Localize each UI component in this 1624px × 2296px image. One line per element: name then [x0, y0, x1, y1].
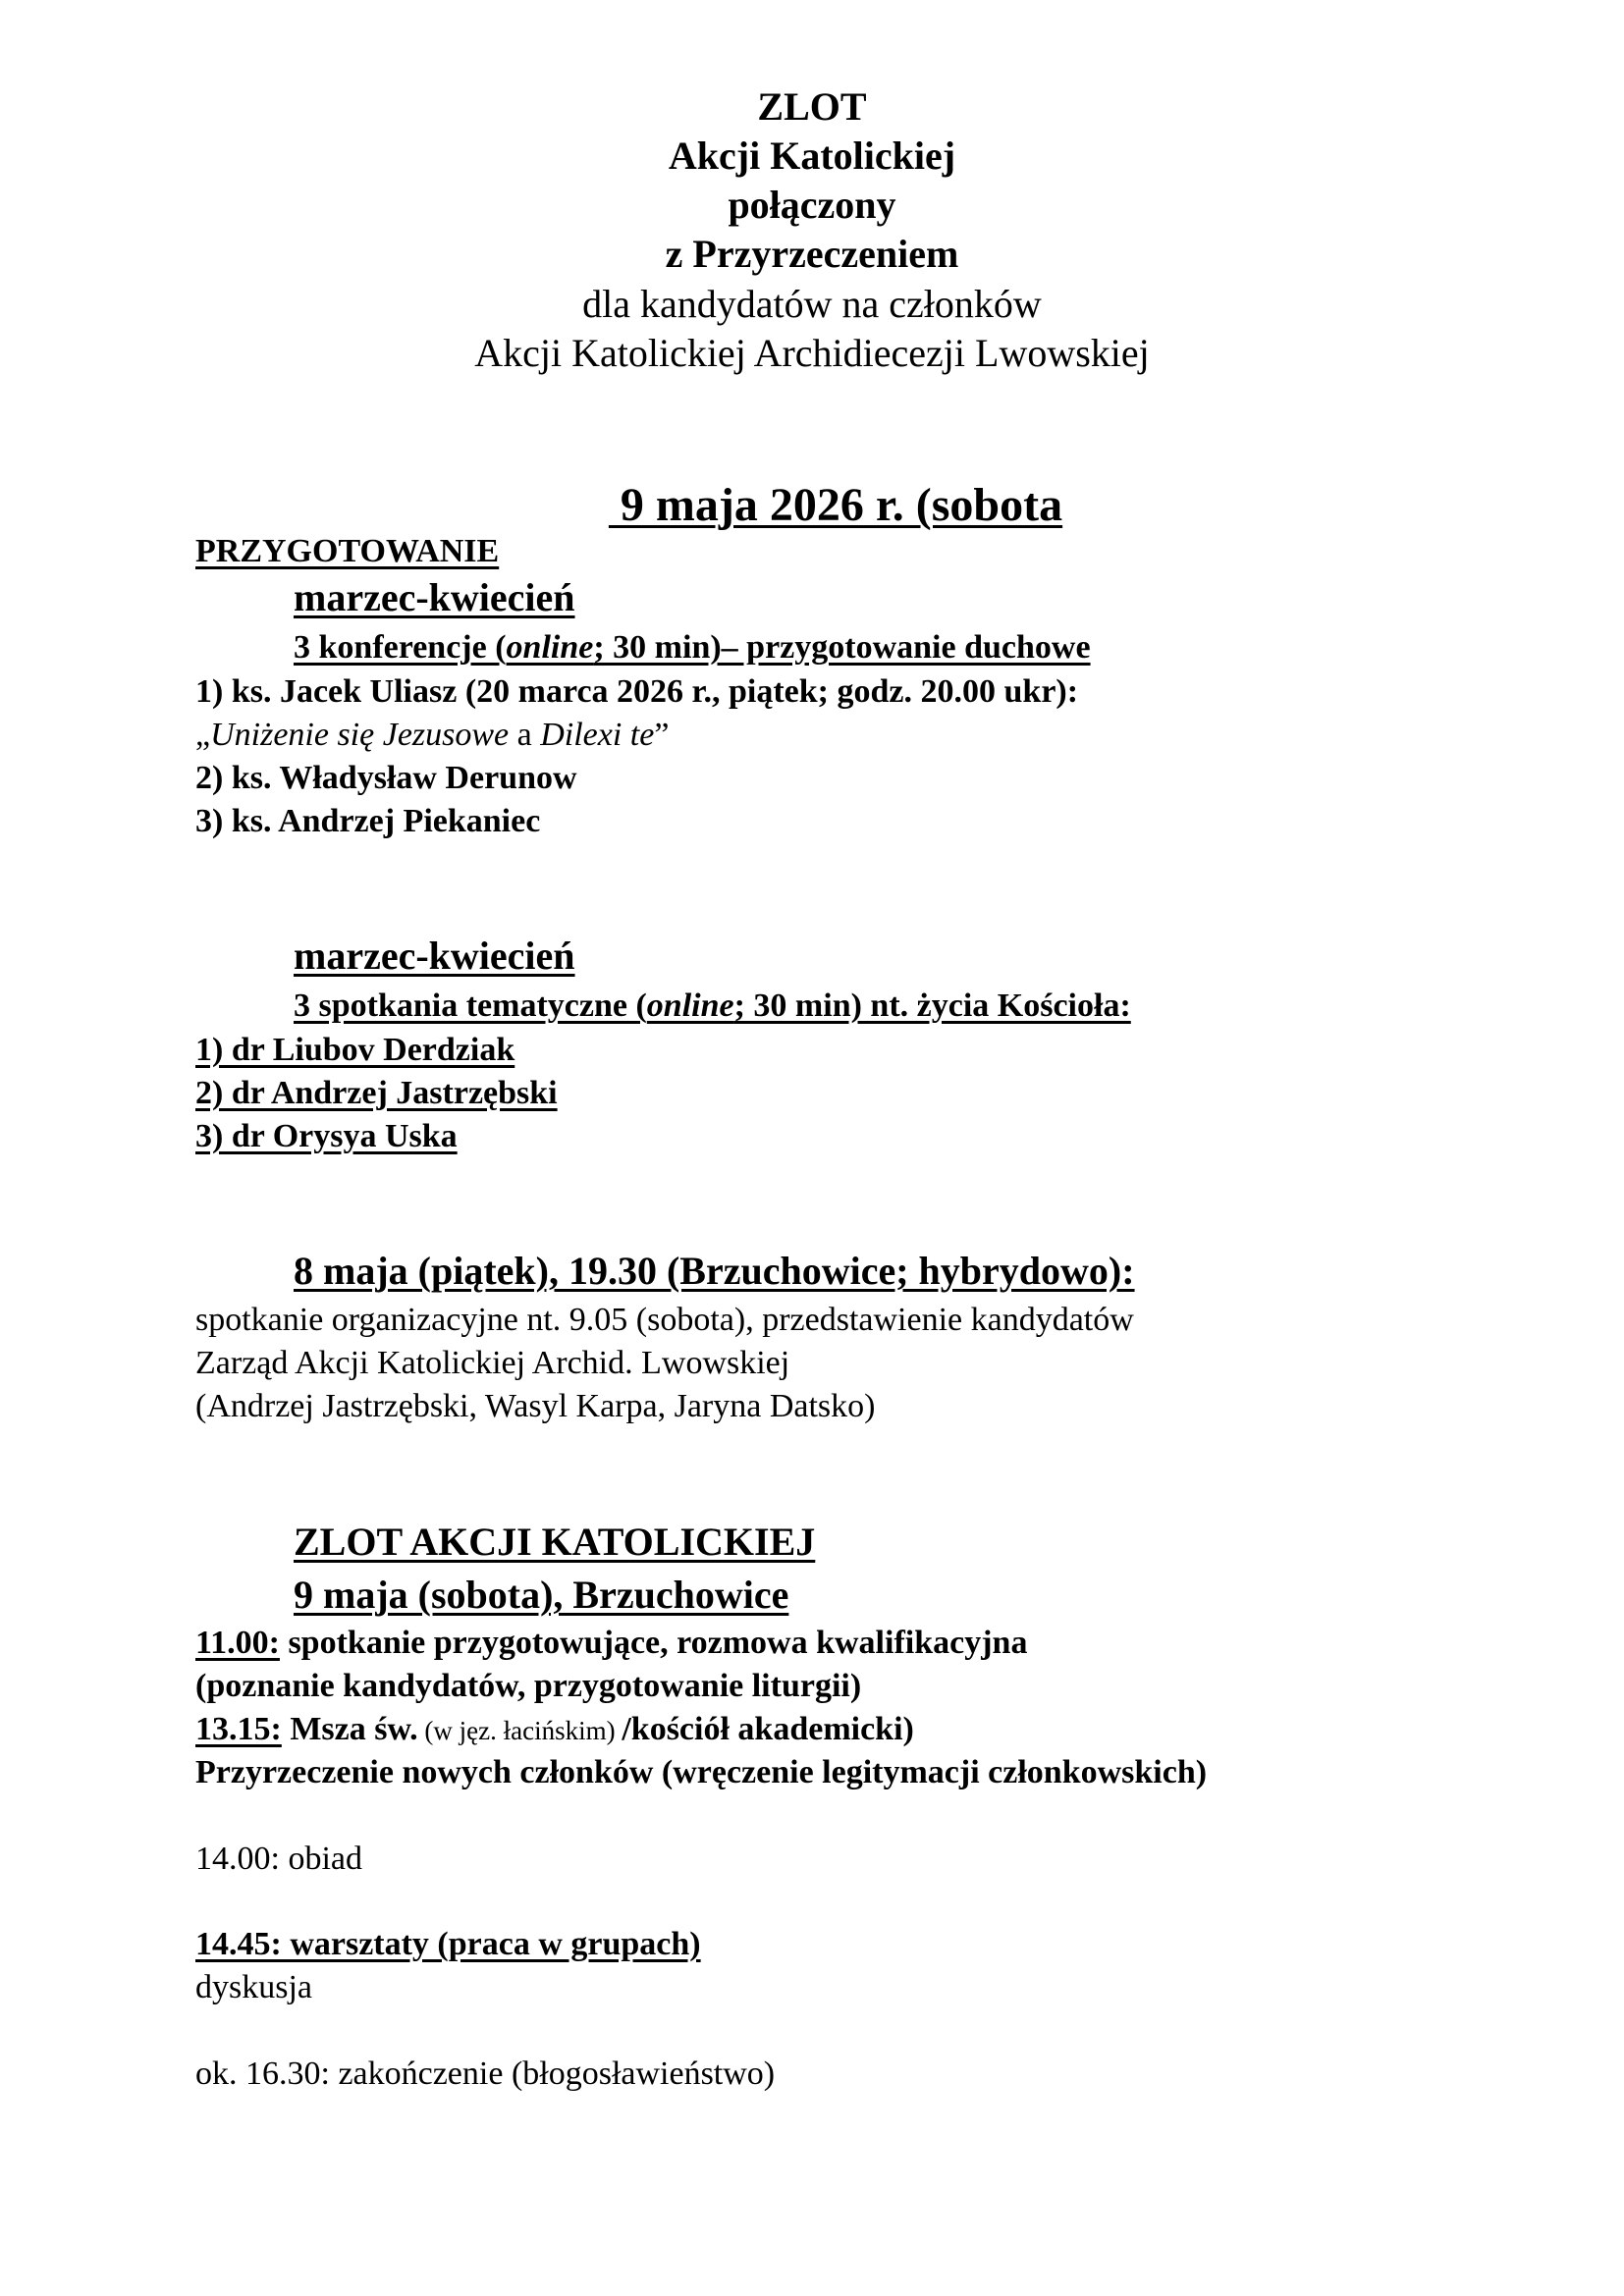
block1-item-1: 1) ks. Jacek Uliasz (20 marca 2026 r., piątek; godz. 20.00 ukr):	[195, 673, 1079, 710]
rally-subheading: 9 maja (sobota), Brzuchowice	[294, 1573, 789, 1617]
header-line-6: Akcji Katolickiej Archidiecezji Lwowskiej	[474, 331, 1150, 375]
block3-line-1: spotkanie organizacyjne nt. 9.05 (sobota), przedstawienie kandydatów	[195, 1302, 1134, 1338]
topic-and: a	[509, 717, 541, 753]
doc-title: ZLOT	[757, 84, 867, 129]
schedule-item-2	[195, 1710, 914, 1750]
block1-subtitle	[294, 628, 1091, 667]
block2-subtitle-a: 3 spotkania tematyczne (	[294, 988, 647, 1024]
block1-item-3: 3) ks. Andrzej Piekaniec	[195, 803, 541, 839]
header-line-3: połączony	[728, 183, 896, 227]
time-1315: 13.15:	[195, 1711, 282, 1747]
topic-title-1: Uniżenie się Jezusowe	[210, 717, 510, 753]
quote-close: ”	[654, 717, 670, 753]
block2-period: marzec-kwiecień	[294, 934, 575, 978]
rally-heading: ZLOT AKCJI KATOLICKIEJ	[294, 1520, 816, 1564]
schedule-item-1-line-2: (poznanie kandydatów, przygotowanie liturgii)	[195, 1668, 862, 1704]
schedule-item-5: ok. 16.30: zakończenie (błogosławieństwo)	[195, 2056, 776, 2092]
schedule-item-1-text: spotkanie przygotowujące, rozmowa kwalifikacyjna	[279, 1625, 1028, 1661]
block2-subtitle	[294, 987, 1131, 1026]
block2-subtitle-b: ; 30 min) nt. życia Kościoła:	[733, 988, 1131, 1024]
time-1100: 11.00:	[195, 1625, 280, 1661]
block3-line-3: (Andrzej Jastrzębski, Wasyl Karpa, Jaryna Datsko)	[195, 1388, 876, 1424]
event-date: 9 maja 2026 r. (sobota	[608, 479, 1063, 531]
block1-period: marzec-kwiecień	[294, 575, 575, 619]
block2-item-1: 1) dr Liubov Derdziak	[195, 1032, 515, 1068]
block1-subtitle-b: ; 30 min)– przygotowanie duchowe	[593, 629, 1091, 666]
topic-title-2: Dilexi te	[540, 717, 655, 753]
header-line-4: z Przyrzeczeniem	[665, 232, 959, 276]
block2-subtitle-online: online	[646, 988, 734, 1024]
schedule-item-2-place: /kościół akademicki)	[622, 1711, 914, 1747]
header-line-2: Akcji Katolickiej	[668, 133, 956, 178]
block3-heading: 8 maja (piątek), 19.30 (Brzuchowice; hybrydowo):	[294, 1249, 1135, 1293]
schedule-item-4-line-2: dyskusja	[195, 1969, 312, 2005]
schedule-item-4: 14.45: warsztaty (praca w grupach)	[195, 1926, 701, 1962]
schedule-item-1	[195, 1624, 1027, 1663]
block1-item-1-topic	[195, 716, 669, 755]
schedule-item-2-line-2: Przyrzeczenie nowych członków (wręczenie legitymacji członkowskich)	[195, 1754, 1208, 1790]
block2-item-3: 3) dr Orysya Uska	[195, 1118, 458, 1154]
block3-line-2: Zarząd Akcji Katolickiej Archid. Lwowskiej	[195, 1345, 790, 1381]
header-line-5: dla kandydatów na członków	[582, 282, 1042, 326]
quote-open: „	[195, 717, 211, 753]
preparation-heading: PRZYGOTOWANIE	[195, 533, 500, 569]
block1-subtitle-a: 3 konferencje (	[294, 629, 507, 666]
block1-item-2: 2) ks. Władysław Derunow	[195, 760, 577, 796]
block1-subtitle-online: online	[506, 629, 594, 666]
schedule-item-2-mass: Msza św.	[281, 1711, 418, 1747]
schedule-item-3: 14.00: obiad	[195, 1841, 362, 1877]
block2-item-2: 2) dr Andrzej Jastrzębski	[195, 1075, 558, 1111]
schedule-item-2-language: (w jęz. łacińskim)	[417, 1716, 623, 1745]
